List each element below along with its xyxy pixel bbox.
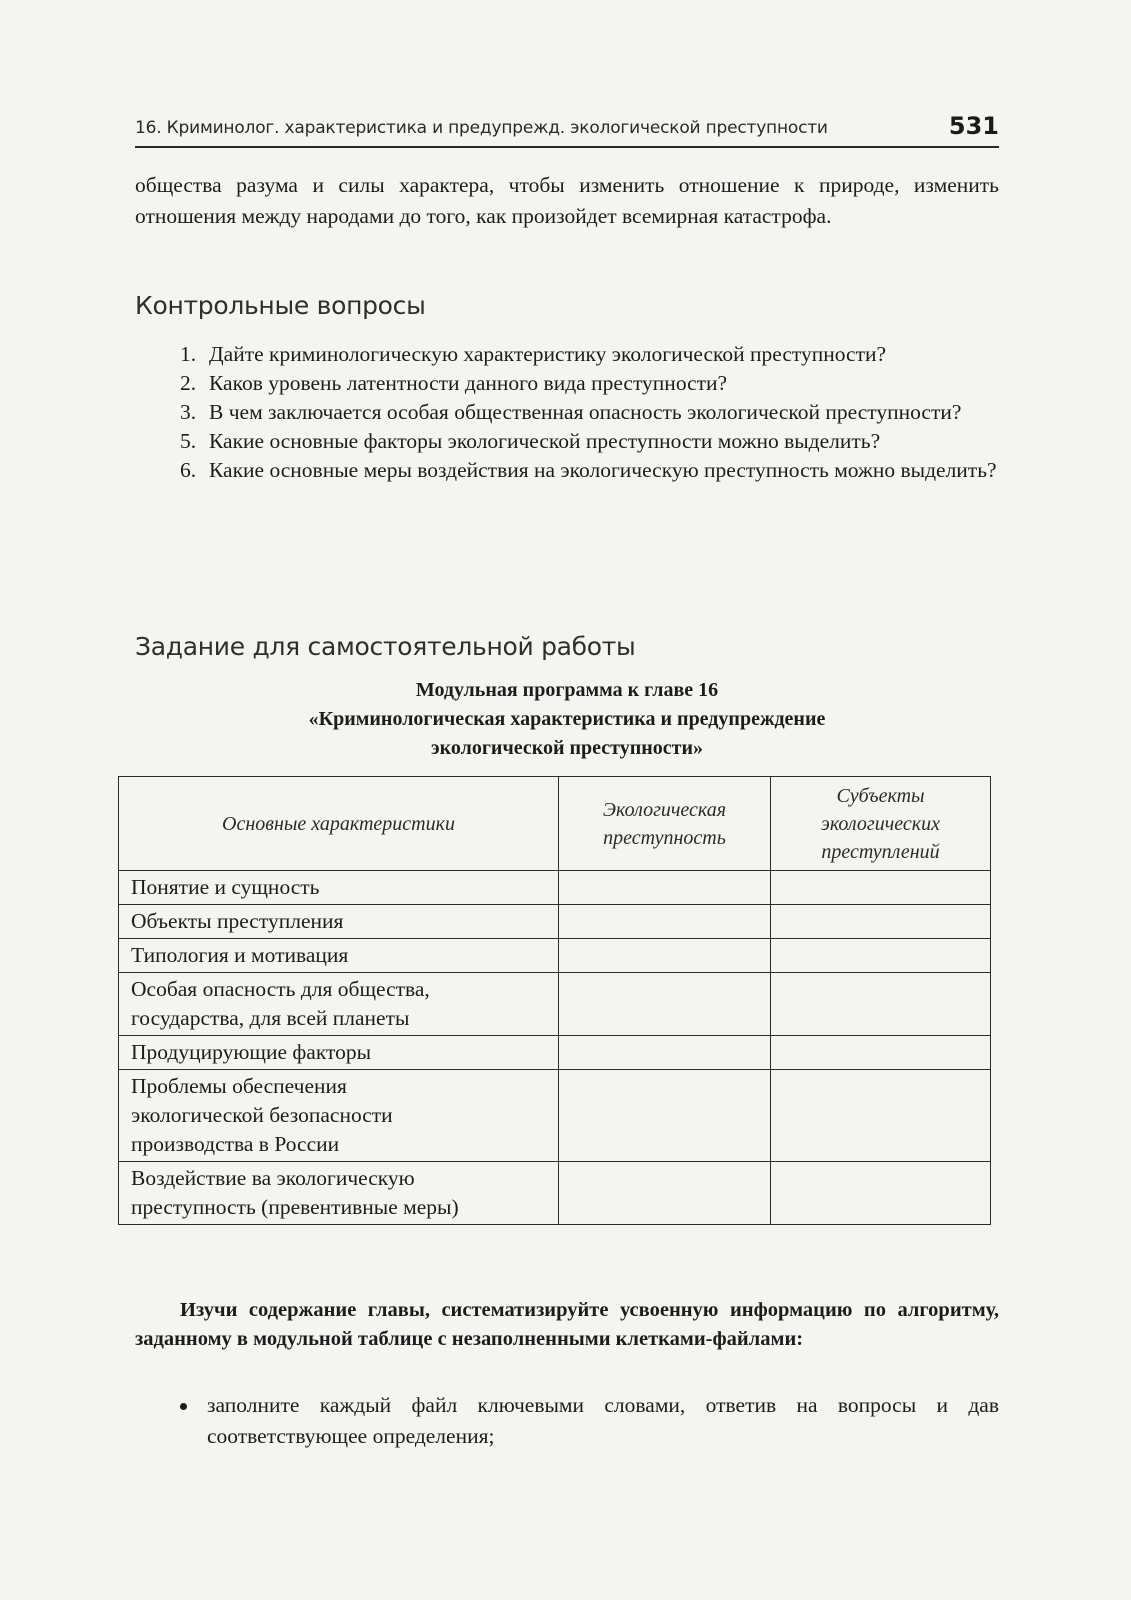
question-text: Какие основные факторы экологической преступности можно выделить? [209, 429, 881, 453]
question-item [180, 427, 999, 456]
table-row [119, 1070, 991, 1162]
table-caption [135, 676, 999, 763]
empty-cell[interactable] [771, 1036, 991, 1070]
question-text: Какие основные меры воздействия на экологическую преступность можно выделить? [209, 458, 997, 482]
question-text: Каков уровень латентности данного вида преступности? [209, 371, 728, 395]
empty-cell[interactable] [771, 905, 991, 939]
table-row [119, 871, 991, 905]
caption-line: «Криминологическая характеристика и предупреждение [308, 708, 826, 730]
modular-table [118, 776, 991, 1225]
row-label: Проблемы обеспечения экологической безопасности производства в России [119, 1070, 559, 1162]
bullet-text: заполните каждый файл ключевыми словами, ответив на вопросы и дав соответствующее определения; [207, 1393, 999, 1448]
caption-line: экологической преступности» [430, 737, 703, 759]
bullet-item [180, 1390, 999, 1452]
question-number: 5. [180, 429, 197, 453]
question-text: Дайте криминологическую характеристику экологической преступности? [209, 342, 887, 366]
column-header: Основные характеристики [119, 777, 559, 871]
column-header: Субъекты экологических преступлений [771, 777, 991, 871]
task-instructions: Изучи содержание главы, систематизируйте усвоенную информацию по алгоритму, заданному в модульной таблице с незаполненными клетками-файлами: [135, 1299, 999, 1350]
table-row [119, 1162, 991, 1225]
table-row [119, 1036, 991, 1070]
caption-line: Модульная программа к главе 16 [415, 679, 719, 701]
empty-cell[interactable] [559, 905, 771, 939]
self-work-heading: Задание для самостоятельной работы [135, 632, 636, 661]
task-bullet-list [180, 1390, 999, 1452]
column-header: Экологическая преступность [559, 777, 771, 871]
empty-cell[interactable] [559, 871, 771, 905]
empty-cell[interactable] [771, 1162, 991, 1225]
control-questions-list [180, 340, 999, 485]
question-item [180, 340, 999, 369]
question-item [180, 398, 999, 427]
control-questions-heading: Контрольные вопросы [135, 291, 426, 320]
empty-cell[interactable] [559, 1070, 771, 1162]
question-number: 6. [180, 458, 197, 482]
empty-cell[interactable] [559, 1162, 771, 1225]
empty-cell[interactable] [559, 973, 771, 1036]
row-label: Объекты преступления [119, 905, 559, 939]
empty-cell[interactable] [771, 939, 991, 973]
question-number: 3. [180, 400, 197, 424]
empty-cell[interactable] [771, 973, 991, 1036]
empty-cell[interactable] [771, 871, 991, 905]
row-label: Понятие и сущность [119, 871, 559, 905]
running-head [135, 112, 999, 148]
table-row [119, 939, 991, 973]
page-number: 531 [948, 112, 999, 140]
question-number: 2. [180, 371, 197, 395]
row-label: Воздействие ва экологическую преступность (превентивные меры) [119, 1162, 559, 1225]
question-item [180, 369, 999, 398]
question-item [180, 456, 999, 485]
question-number: 1. [180, 342, 197, 366]
bullet-icon [180, 1403, 187, 1410]
intro-paragraph: общества разума и силы характера, чтобы изменить отношение к природе, изменить отношения между народами до того, как произойдет всемирная катастрофа. [135, 173, 999, 228]
table-row [119, 905, 991, 939]
row-label: Типология и мотивация [119, 939, 559, 973]
running-head-title: 16. Криминолог. характеристика и предупрежд. экологической преступности [135, 118, 828, 138]
table-row [119, 973, 991, 1036]
empty-cell[interactable] [771, 1070, 991, 1162]
question-text: В чем заключается особая общественная опасность экологической преступности? [209, 400, 962, 424]
row-label: Продуцирующие факторы [119, 1036, 559, 1070]
row-label: Особая опасность для общества, государства, для всей планеты [119, 973, 559, 1036]
empty-cell[interactable] [559, 1036, 771, 1070]
table-header-row [119, 777, 991, 871]
empty-cell[interactable] [559, 939, 771, 973]
